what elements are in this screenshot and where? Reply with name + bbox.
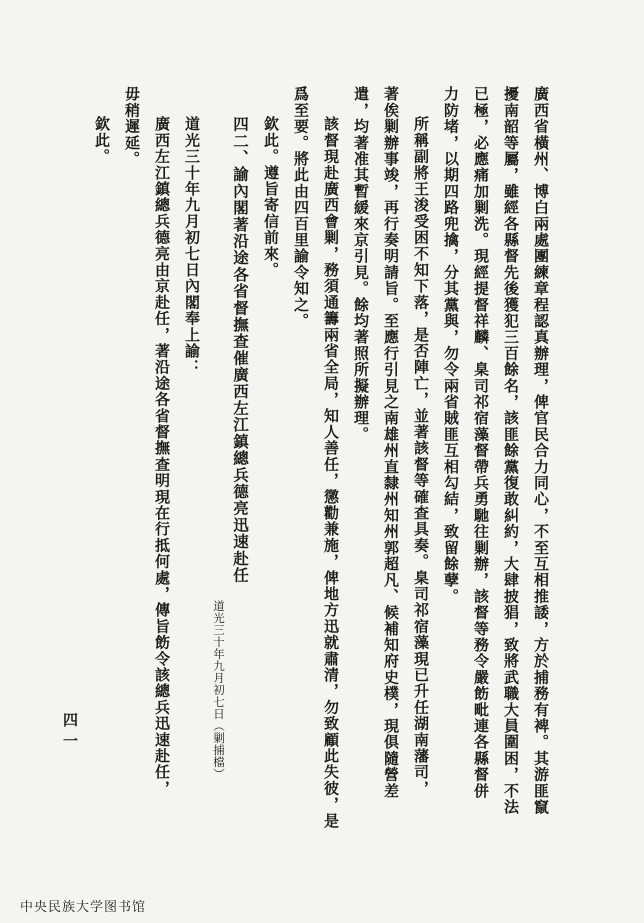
text-column-5: 所稱副將王浚受困不知下落，是否陣亡，並著該督等確查具奏。臬司祁宿藻現已升任湖南藩司， — [412, 116, 430, 797]
text-column-2: 擾南韶等屬，雖經各縣督先後獲犯三百餘名，該匪餘黨復敢糾約，大肆披猖，致將武職大員圍困，不法 — [502, 86, 520, 815]
text-column-6: 著俟剿辦事竣，再行奏明請旨。至應行引見之南雄州直隸州知州郭超凡、候補知府史樸，現俱隨營差 — [382, 86, 400, 799]
text-column-4: 力防堵，以期四路兜擒，分其黨與，勿令兩省賊匪互相勾結，致留餘孽。 — [442, 86, 460, 605]
text-column-10: 欽此。遵旨寄信前來。 — [262, 116, 280, 278]
text-column-8: 該督現赴廣西會剿，務須通籌兩省全局，知人善任，懲勸兼施，俾地方迅就肅清，勿致顧此失彼，是 — [322, 116, 340, 829]
text-column-14: 廣西左江鎮總兵德亮由京赴任，著沿途各省督撫查明現在行抵何處，傳旨飭令該總兵迅速赴任， — [153, 116, 171, 797]
section-title: 四二、諭內閣著沿途各省督撫查催廣西左江鎮總兵德亮迅速赴任 — [231, 116, 250, 584]
text-column-1: 廣西省橫州、博白兩處團練章程認真辦理，俾官民合力同心，不至互相推諉，方於捕務有裨。其游匪竄 — [532, 86, 550, 815]
text-column-16: 欽此。 — [93, 116, 111, 165]
library-footer: 中央民族大学图书馆 — [20, 900, 147, 915]
text-column-3: 已極，必應痛加剿洗。現經提督祥麟、臬司祁宿藻督帶兵勇馳往剿辦，該督等務令嚴飭毗連各縣督併 — [472, 86, 490, 799]
text-column-13: 道光三十年九月初七日內閣奉上諭： — [183, 116, 201, 376]
page-number: 四一 — [61, 712, 79, 754]
text-column-9: 爲至要。將此由四百里諭令知之。 — [292, 86, 310, 329]
text-column-7: 遣，均著准其暫緩來京引見。餘均著照所擬辦理。 — [352, 86, 370, 443]
text-column-15: 毋稍遲延。 — [123, 86, 141, 167]
source-date-note: 道光三十年九月初七日（剿捕檔） — [212, 600, 226, 780]
